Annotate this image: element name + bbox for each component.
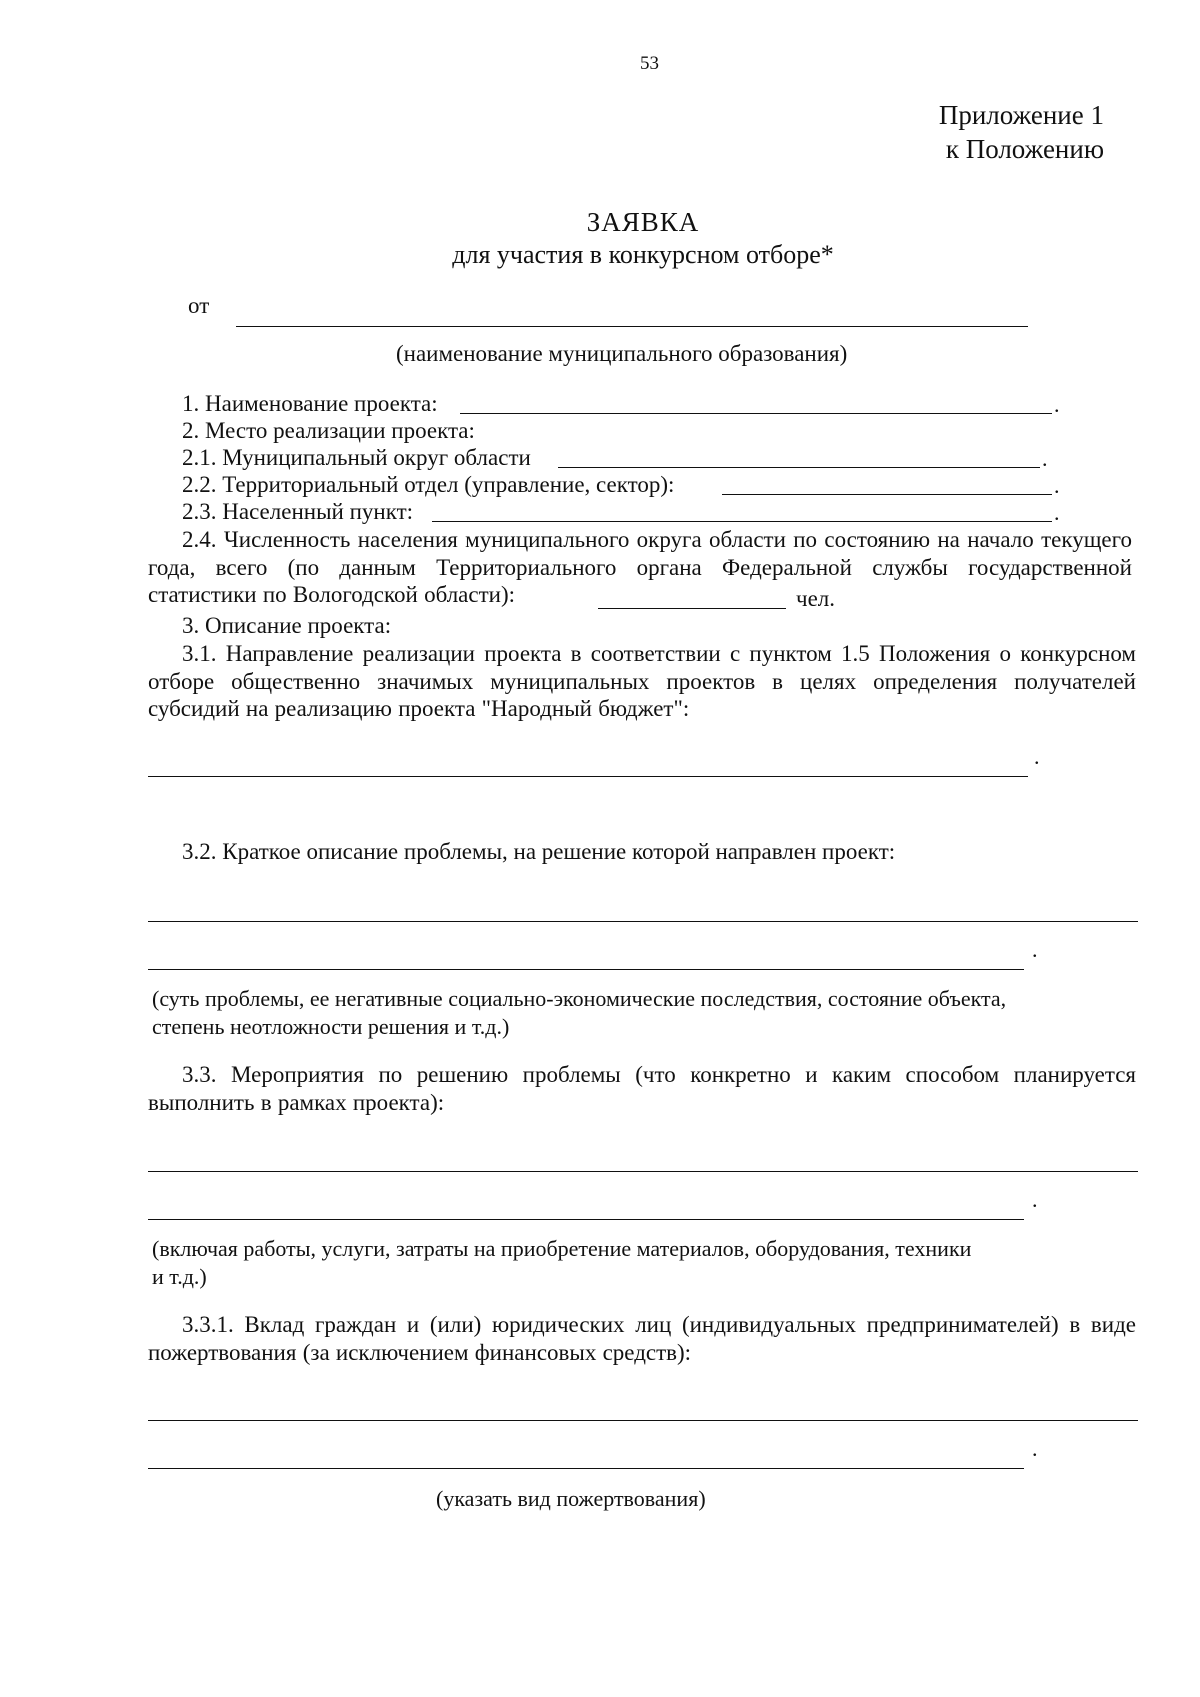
field-project-name: 1. Наименование проекта: xyxy=(182,391,438,416)
field-problem-line-1 xyxy=(148,921,1138,922)
period: . xyxy=(1042,446,1048,471)
field-problem-caption: (суть проблемы, ее негативные социально-экономические последствия, состояние объекта, степень неотложности решения и т.д.) xyxy=(152,986,1007,1039)
field-district-line xyxy=(558,467,1040,468)
appendix-line-1: Приложение 1 xyxy=(938,100,1104,130)
field-project-name-line xyxy=(460,413,1052,414)
period: . xyxy=(1054,392,1060,417)
field-donation-line-1 xyxy=(148,1420,1138,1421)
field-measures-caption: (включая работы, услуги, затраты на приобретение материалов, оборудования, техники и т.д.) xyxy=(152,1236,972,1289)
field-problem-line-2 xyxy=(148,969,1024,970)
field-measures: 3.3. Мероприятия по решению проблемы (что конкретно и каким способом планируется выполнить в рамках проекта): xyxy=(148,1062,1136,1115)
period: . xyxy=(1034,744,1040,769)
from-label: от xyxy=(188,293,210,318)
appendix-line-2: к Положению xyxy=(945,134,1104,164)
period: . xyxy=(1032,1187,1038,1212)
field-territorial-dept-line xyxy=(722,494,1052,495)
field-measures-line-2 xyxy=(148,1219,1024,1220)
period: . xyxy=(1054,500,1060,525)
field-description: 3. Описание проекта: xyxy=(182,613,392,638)
page-number: 53 xyxy=(640,53,659,74)
field-population-line xyxy=(598,608,786,609)
field-territorial-dept: 2.2. Территориальный отдел (управление, сектор): xyxy=(182,472,675,497)
field-population: 2.4. Численность населения муниципального округа области по состоянию на начало текущего года, всего (по данным Территориального органа Федеральной службы государственной статистики по Вологодской области): xyxy=(148,527,1132,607)
from-line xyxy=(236,326,1028,327)
field-measures-line-1 xyxy=(148,1171,1138,1172)
period: . xyxy=(1032,1436,1038,1461)
field-donation-caption: (указать вид пожертвования) xyxy=(436,1486,706,1511)
field-donation-line-2 xyxy=(148,1468,1024,1469)
field-donation: 3.3.1. Вклад граждан и (или) юридических лиц (индивидуальных предпринимателей) в виде пожертвования (за исключением финансовых средств): xyxy=(148,1312,1136,1365)
document-subtitle: для участия в конкурсном отборе* xyxy=(452,240,834,269)
field-problem: 3.2. Краткое описание проблемы, на решение которой направлен проект: xyxy=(182,839,896,864)
field-district: 2.1. Муниципальный округ области xyxy=(182,445,531,470)
field-population-unit: чел. xyxy=(796,586,836,611)
period: . xyxy=(1054,473,1060,498)
period: . xyxy=(1032,937,1038,962)
field-place: 2. Место реализации проекта: xyxy=(182,418,475,443)
from-caption: (наименование муниципального образования) xyxy=(396,341,848,366)
field-direction: 3.1. Направление реализации проекта в соответствии с пунктом 1.5 Положения о конкурсном отборе общественно значимых муниципальных проектов в целях определения получателей субсидий на реализацию проекта "Народный бюджет": xyxy=(148,641,1136,721)
field-settlement: 2.3. Населенный пункт: xyxy=(182,499,414,524)
field-direction-line xyxy=(148,776,1028,777)
document-title: ЗАЯВКА xyxy=(586,207,700,237)
field-settlement-line xyxy=(432,521,1052,522)
